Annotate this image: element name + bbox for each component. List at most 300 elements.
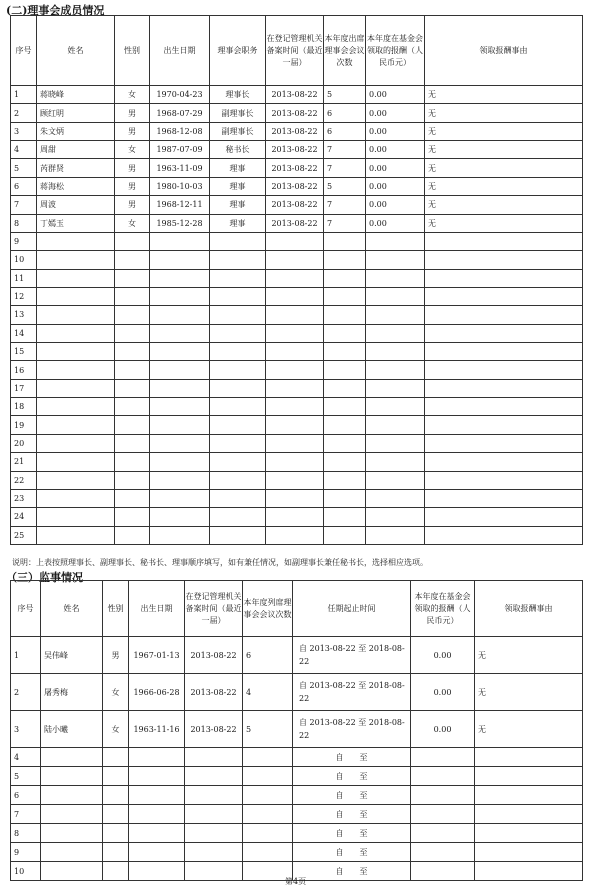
table-cell	[103, 805, 129, 824]
table-cell: 无	[425, 196, 583, 214]
table-cell	[150, 379, 210, 397]
table-cell: 0.00	[366, 159, 425, 177]
table-row	[11, 824, 583, 843]
table-cell: 2013-08-22	[266, 214, 324, 232]
table-cell: 自 2013-08-22 至 2018-08-22	[293, 711, 411, 748]
table-cell: 16	[11, 361, 37, 379]
table-cell: 蒋晓峰	[37, 86, 115, 104]
table-row	[11, 196, 583, 214]
table-cell	[411, 805, 475, 824]
table-cell	[266, 489, 324, 507]
table-cell: 2	[11, 104, 37, 122]
table-cell	[475, 805, 583, 824]
table-cell: 无	[425, 122, 583, 140]
table-cell	[41, 767, 103, 786]
table-row	[11, 416, 583, 434]
table-cell: 10	[11, 251, 37, 269]
table-cell	[129, 824, 185, 843]
table-cell	[324, 343, 366, 361]
table-cell	[210, 251, 266, 269]
table-cell	[324, 489, 366, 507]
table-cell	[37, 453, 115, 471]
table-cell	[210, 269, 266, 287]
table-cell	[243, 824, 293, 843]
table-cell	[324, 379, 366, 397]
table-cell: 副理事长	[210, 122, 266, 140]
table-cell	[425, 416, 583, 434]
table-cell: 0.00	[366, 122, 425, 140]
table-cell: 5	[324, 86, 366, 104]
table-cell	[266, 324, 324, 342]
table-cell	[366, 526, 425, 544]
table-cell: 自 至	[293, 824, 411, 843]
table-row	[11, 471, 583, 489]
table-cell: 顾红明	[37, 104, 115, 122]
table-cell	[366, 434, 425, 452]
table-cell: 女	[103, 711, 129, 748]
table-cell	[366, 343, 425, 361]
table-cell	[425, 232, 583, 250]
table-cell: 男	[115, 159, 150, 177]
table-cell	[103, 843, 129, 862]
table-row	[11, 361, 583, 379]
table-row	[11, 786, 583, 805]
table-cell: 无	[425, 104, 583, 122]
board-members-header-row	[11, 16, 583, 86]
table-row	[11, 508, 583, 526]
table-cell	[37, 269, 115, 287]
section1-title: (二)理事会成员情况	[6, 4, 105, 17]
table-cell: 2013-08-22	[266, 122, 324, 140]
table-cell	[266, 471, 324, 489]
table-cell	[115, 343, 150, 361]
table-cell	[366, 453, 425, 471]
table-cell	[150, 453, 210, 471]
table-row	[11, 232, 583, 250]
table-cell: 自 至	[293, 805, 411, 824]
table-cell: 1967-01-13	[129, 637, 185, 674]
table-cell: 无	[425, 214, 583, 232]
table-cell	[475, 786, 583, 805]
table-cell	[210, 471, 266, 489]
table-cell	[115, 398, 150, 416]
table-cell	[210, 324, 266, 342]
table-cell: 1985-12-28	[150, 214, 210, 232]
table-cell	[411, 824, 475, 843]
table-cell	[115, 434, 150, 452]
table-cell: 自 2013-08-22 至 2018-08-22	[293, 637, 411, 674]
table-cell: 2013-08-22	[266, 86, 324, 104]
table-cell	[366, 416, 425, 434]
table-cell	[425, 287, 583, 305]
table-cell	[366, 232, 425, 250]
table-cell: 无	[425, 141, 583, 159]
table-cell: 9	[11, 843, 41, 862]
table-cell: 2013-08-22	[185, 711, 243, 748]
table-cell: 芮群贤	[37, 159, 115, 177]
table-cell	[37, 471, 115, 489]
table-cell: 朱文炳	[37, 122, 115, 140]
table-cell	[129, 843, 185, 862]
table-cell: 自 2013-08-22 至 2018-08-22	[293, 674, 411, 711]
table-cell	[115, 416, 150, 434]
table-row	[11, 805, 583, 824]
table-cell	[150, 269, 210, 287]
table-cell	[266, 361, 324, 379]
table-row	[11, 324, 583, 342]
table-cell	[210, 361, 266, 379]
header-cell: 在登记管理机关备案时间（最近一届）	[266, 16, 324, 86]
header-cell: 姓名	[41, 581, 103, 637]
table-cell	[41, 824, 103, 843]
table-note: 说明：上表按照理事长、副理事长、秘书长、理事顺序填写，如有兼任情况，如副理事长兼任秘书长，选择相应选项。	[12, 558, 428, 567]
header-cell: 性别	[115, 16, 150, 86]
table-cell: 4	[11, 748, 41, 767]
table-cell	[425, 453, 583, 471]
table-cell	[41, 805, 103, 824]
header-cell: 本年度列席理事会会议次数	[243, 581, 293, 637]
table-row	[11, 767, 583, 786]
table-cell: 周甜	[37, 141, 115, 159]
table-cell	[129, 748, 185, 767]
table-cell	[210, 398, 266, 416]
table-cell	[115, 379, 150, 397]
table-cell	[366, 287, 425, 305]
table-cell	[37, 324, 115, 342]
table-cell	[324, 526, 366, 544]
table-cell	[243, 843, 293, 862]
table-cell	[475, 824, 583, 843]
table-row	[11, 398, 583, 416]
table-cell	[425, 398, 583, 416]
table-cell: 0.00	[366, 141, 425, 159]
table-cell: 1968-12-11	[150, 196, 210, 214]
table-cell: 男	[115, 196, 150, 214]
table-cell	[37, 232, 115, 250]
table-cell	[425, 471, 583, 489]
table-cell	[210, 508, 266, 526]
table-cell: 自 至	[293, 786, 411, 805]
table-cell	[366, 398, 425, 416]
table-cell	[425, 379, 583, 397]
table-cell	[266, 508, 324, 526]
table-cell	[115, 269, 150, 287]
table-cell: 1968-07-29	[150, 104, 210, 122]
table-cell	[324, 471, 366, 489]
table-cell	[115, 471, 150, 489]
table-cell	[185, 748, 243, 767]
table-cell: 丁嫣玉	[37, 214, 115, 232]
table-row	[11, 674, 583, 711]
table-cell	[129, 862, 185, 881]
table-cell	[103, 824, 129, 843]
table-cell	[210, 379, 266, 397]
table-row	[11, 748, 583, 767]
table-cell	[150, 324, 210, 342]
table-cell: 1	[11, 637, 41, 674]
table-cell: 7	[324, 141, 366, 159]
table-cell: 1963-11-09	[150, 159, 210, 177]
table-cell	[37, 434, 115, 452]
table-cell: 7	[324, 159, 366, 177]
table-row	[11, 306, 583, 324]
table-cell	[37, 508, 115, 526]
header-cell: 任期起止时间	[293, 581, 411, 637]
header-cell: 出生日期	[150, 16, 210, 86]
table-cell: 15	[11, 343, 37, 361]
table-cell	[425, 306, 583, 324]
supervisors-header-row	[11, 581, 583, 637]
table-cell: 0.00	[366, 196, 425, 214]
table-row	[11, 269, 583, 287]
table-row	[11, 104, 583, 122]
table-cell: 自 至	[293, 748, 411, 767]
table-cell: 25	[11, 526, 37, 544]
table-cell: 蒋海松	[37, 177, 115, 195]
table-cell: 2013-08-22	[266, 141, 324, 159]
header-cell: 性别	[103, 581, 129, 637]
table-cell	[411, 767, 475, 786]
table-cell: 6	[324, 104, 366, 122]
table-cell	[324, 361, 366, 379]
table-row	[11, 489, 583, 507]
table-cell	[210, 489, 266, 507]
table-row	[11, 637, 583, 674]
table-cell: 自 至	[293, 767, 411, 786]
table-cell	[185, 805, 243, 824]
page-number: 第4页	[285, 877, 307, 886]
table-cell	[210, 343, 266, 361]
table-cell	[150, 398, 210, 416]
table-cell	[115, 251, 150, 269]
table-cell: 理事	[210, 177, 266, 195]
table-cell: 周波	[37, 196, 115, 214]
table-cell	[150, 471, 210, 489]
table-cell: 自 至	[293, 843, 411, 862]
table-cell	[266, 251, 324, 269]
board-members-table	[10, 15, 583, 545]
table-cell: 0.00	[366, 86, 425, 104]
table-cell	[324, 232, 366, 250]
table-cell: 12	[11, 287, 37, 305]
section2-title: （三）监事情况	[6, 571, 83, 584]
table-cell	[425, 343, 583, 361]
table-cell	[475, 843, 583, 862]
table-cell: 14	[11, 324, 37, 342]
table-cell	[324, 324, 366, 342]
table-cell	[324, 398, 366, 416]
header-cell: 序号	[11, 16, 37, 86]
table-cell	[266, 416, 324, 434]
table-row	[11, 141, 583, 159]
table-cell: 1970-04-23	[150, 86, 210, 104]
table-cell: 无	[425, 86, 583, 104]
table-cell	[366, 251, 425, 269]
table-cell	[37, 489, 115, 507]
table-cell: 2013-08-22	[266, 177, 324, 195]
table-cell: 6	[324, 122, 366, 140]
table-cell	[150, 489, 210, 507]
table-cell: 男	[115, 104, 150, 122]
table-cell	[210, 416, 266, 434]
table-row	[11, 843, 583, 862]
table-cell: 无	[475, 674, 583, 711]
table-cell: 1	[11, 86, 37, 104]
table-cell: 7	[324, 196, 366, 214]
table-cell: 17	[11, 379, 37, 397]
table-cell	[324, 269, 366, 287]
table-cell: 0.00	[411, 637, 475, 674]
table-cell: 无	[425, 177, 583, 195]
table-cell	[37, 526, 115, 544]
table-cell: 女	[115, 86, 150, 104]
table-cell: 屠秀梅	[41, 674, 103, 711]
table-row	[11, 159, 583, 177]
table-cell: 5	[11, 159, 37, 177]
table-cell: 无	[475, 637, 583, 674]
table-cell: 11	[11, 269, 37, 287]
table-cell	[37, 361, 115, 379]
table-cell	[210, 306, 266, 324]
table-cell	[411, 862, 475, 881]
table-cell: 2013-08-22	[185, 674, 243, 711]
table-cell	[266, 379, 324, 397]
table-cell	[150, 508, 210, 526]
table-cell	[324, 416, 366, 434]
table-cell: 无	[425, 159, 583, 177]
table-cell	[366, 471, 425, 489]
table-cell	[266, 232, 324, 250]
table-cell	[324, 306, 366, 324]
table-cell	[150, 526, 210, 544]
header-cell: 姓名	[37, 16, 115, 86]
table-cell	[37, 306, 115, 324]
table-cell: 10	[11, 862, 41, 881]
table-cell	[185, 843, 243, 862]
table-cell	[185, 862, 243, 881]
table-cell	[366, 489, 425, 507]
table-cell	[366, 324, 425, 342]
table-cell	[150, 251, 210, 269]
table-cell	[266, 398, 324, 416]
table-cell	[115, 306, 150, 324]
table-cell: 女	[103, 674, 129, 711]
table-cell	[115, 453, 150, 471]
table-cell	[425, 324, 583, 342]
header-cell: 出生日期	[129, 581, 185, 637]
table-cell	[115, 324, 150, 342]
table-cell	[41, 843, 103, 862]
table-cell: 7	[324, 214, 366, 232]
table-cell: 0.00	[366, 214, 425, 232]
header-cell: 在登记管理机关备案时间（最近一届）	[185, 581, 243, 637]
table-cell: 吴伟峰	[41, 637, 103, 674]
table-cell: 男	[115, 177, 150, 195]
table-cell: 24	[11, 508, 37, 526]
table-cell	[266, 453, 324, 471]
table-cell	[41, 862, 103, 881]
table-cell: 副理事长	[210, 104, 266, 122]
table-row	[11, 251, 583, 269]
table-row	[11, 343, 583, 361]
table-cell: 男	[115, 122, 150, 140]
table-cell	[475, 862, 583, 881]
table-cell: 理事长	[210, 86, 266, 104]
table-cell: 6	[11, 177, 37, 195]
table-cell	[103, 767, 129, 786]
table-cell	[115, 508, 150, 526]
table-cell	[103, 862, 129, 881]
table-cell	[150, 361, 210, 379]
table-cell: 0.00	[366, 177, 425, 195]
table-cell	[150, 416, 210, 434]
table-cell	[366, 508, 425, 526]
table-cell	[210, 287, 266, 305]
table-cell: 21	[11, 453, 37, 471]
header-cell: 本年度在基金会领取的报酬（人民币元）	[366, 16, 425, 86]
table-cell	[115, 232, 150, 250]
table-cell	[210, 526, 266, 544]
table-cell	[266, 434, 324, 452]
table-cell	[115, 287, 150, 305]
table-cell: 2013-08-22	[266, 104, 324, 122]
table-cell	[243, 748, 293, 767]
table-row	[11, 711, 583, 748]
table-cell	[210, 232, 266, 250]
supervisors-table	[10, 580, 583, 881]
table-row	[11, 177, 583, 195]
table-cell: 0.00	[366, 104, 425, 122]
table-cell	[37, 251, 115, 269]
table-cell	[425, 526, 583, 544]
table-cell	[37, 287, 115, 305]
table-cell: 女	[115, 214, 150, 232]
table-cell: 自 至	[293, 862, 411, 881]
table-cell	[243, 786, 293, 805]
table-cell	[150, 343, 210, 361]
table-row	[11, 122, 583, 140]
header-cell: 序号	[11, 581, 41, 637]
header-cell: 理事会职务	[210, 16, 266, 86]
table-cell	[266, 526, 324, 544]
table-cell: 2	[11, 674, 41, 711]
table-cell	[37, 379, 115, 397]
table-cell: 秘书长	[210, 141, 266, 159]
table-cell	[324, 508, 366, 526]
table-cell: 1980-10-03	[150, 177, 210, 195]
table-cell	[266, 343, 324, 361]
table-cell: 22	[11, 471, 37, 489]
table-cell: 5	[324, 177, 366, 195]
table-cell	[425, 269, 583, 287]
table-cell	[411, 843, 475, 862]
table-cell	[150, 287, 210, 305]
table-cell	[115, 489, 150, 507]
table-cell	[41, 748, 103, 767]
table-cell	[210, 453, 266, 471]
table-cell: 13	[11, 306, 37, 324]
table-cell	[185, 824, 243, 843]
header-cell: 领取报酬事由	[425, 16, 583, 86]
table-cell: 9	[11, 232, 37, 250]
table-cell: 2013-08-22	[185, 637, 243, 674]
table-cell	[185, 786, 243, 805]
table-cell: 23	[11, 489, 37, 507]
table-cell	[366, 269, 425, 287]
table-row	[11, 453, 583, 471]
table-cell: 1968-12-08	[150, 122, 210, 140]
table-cell: 7	[11, 196, 37, 214]
